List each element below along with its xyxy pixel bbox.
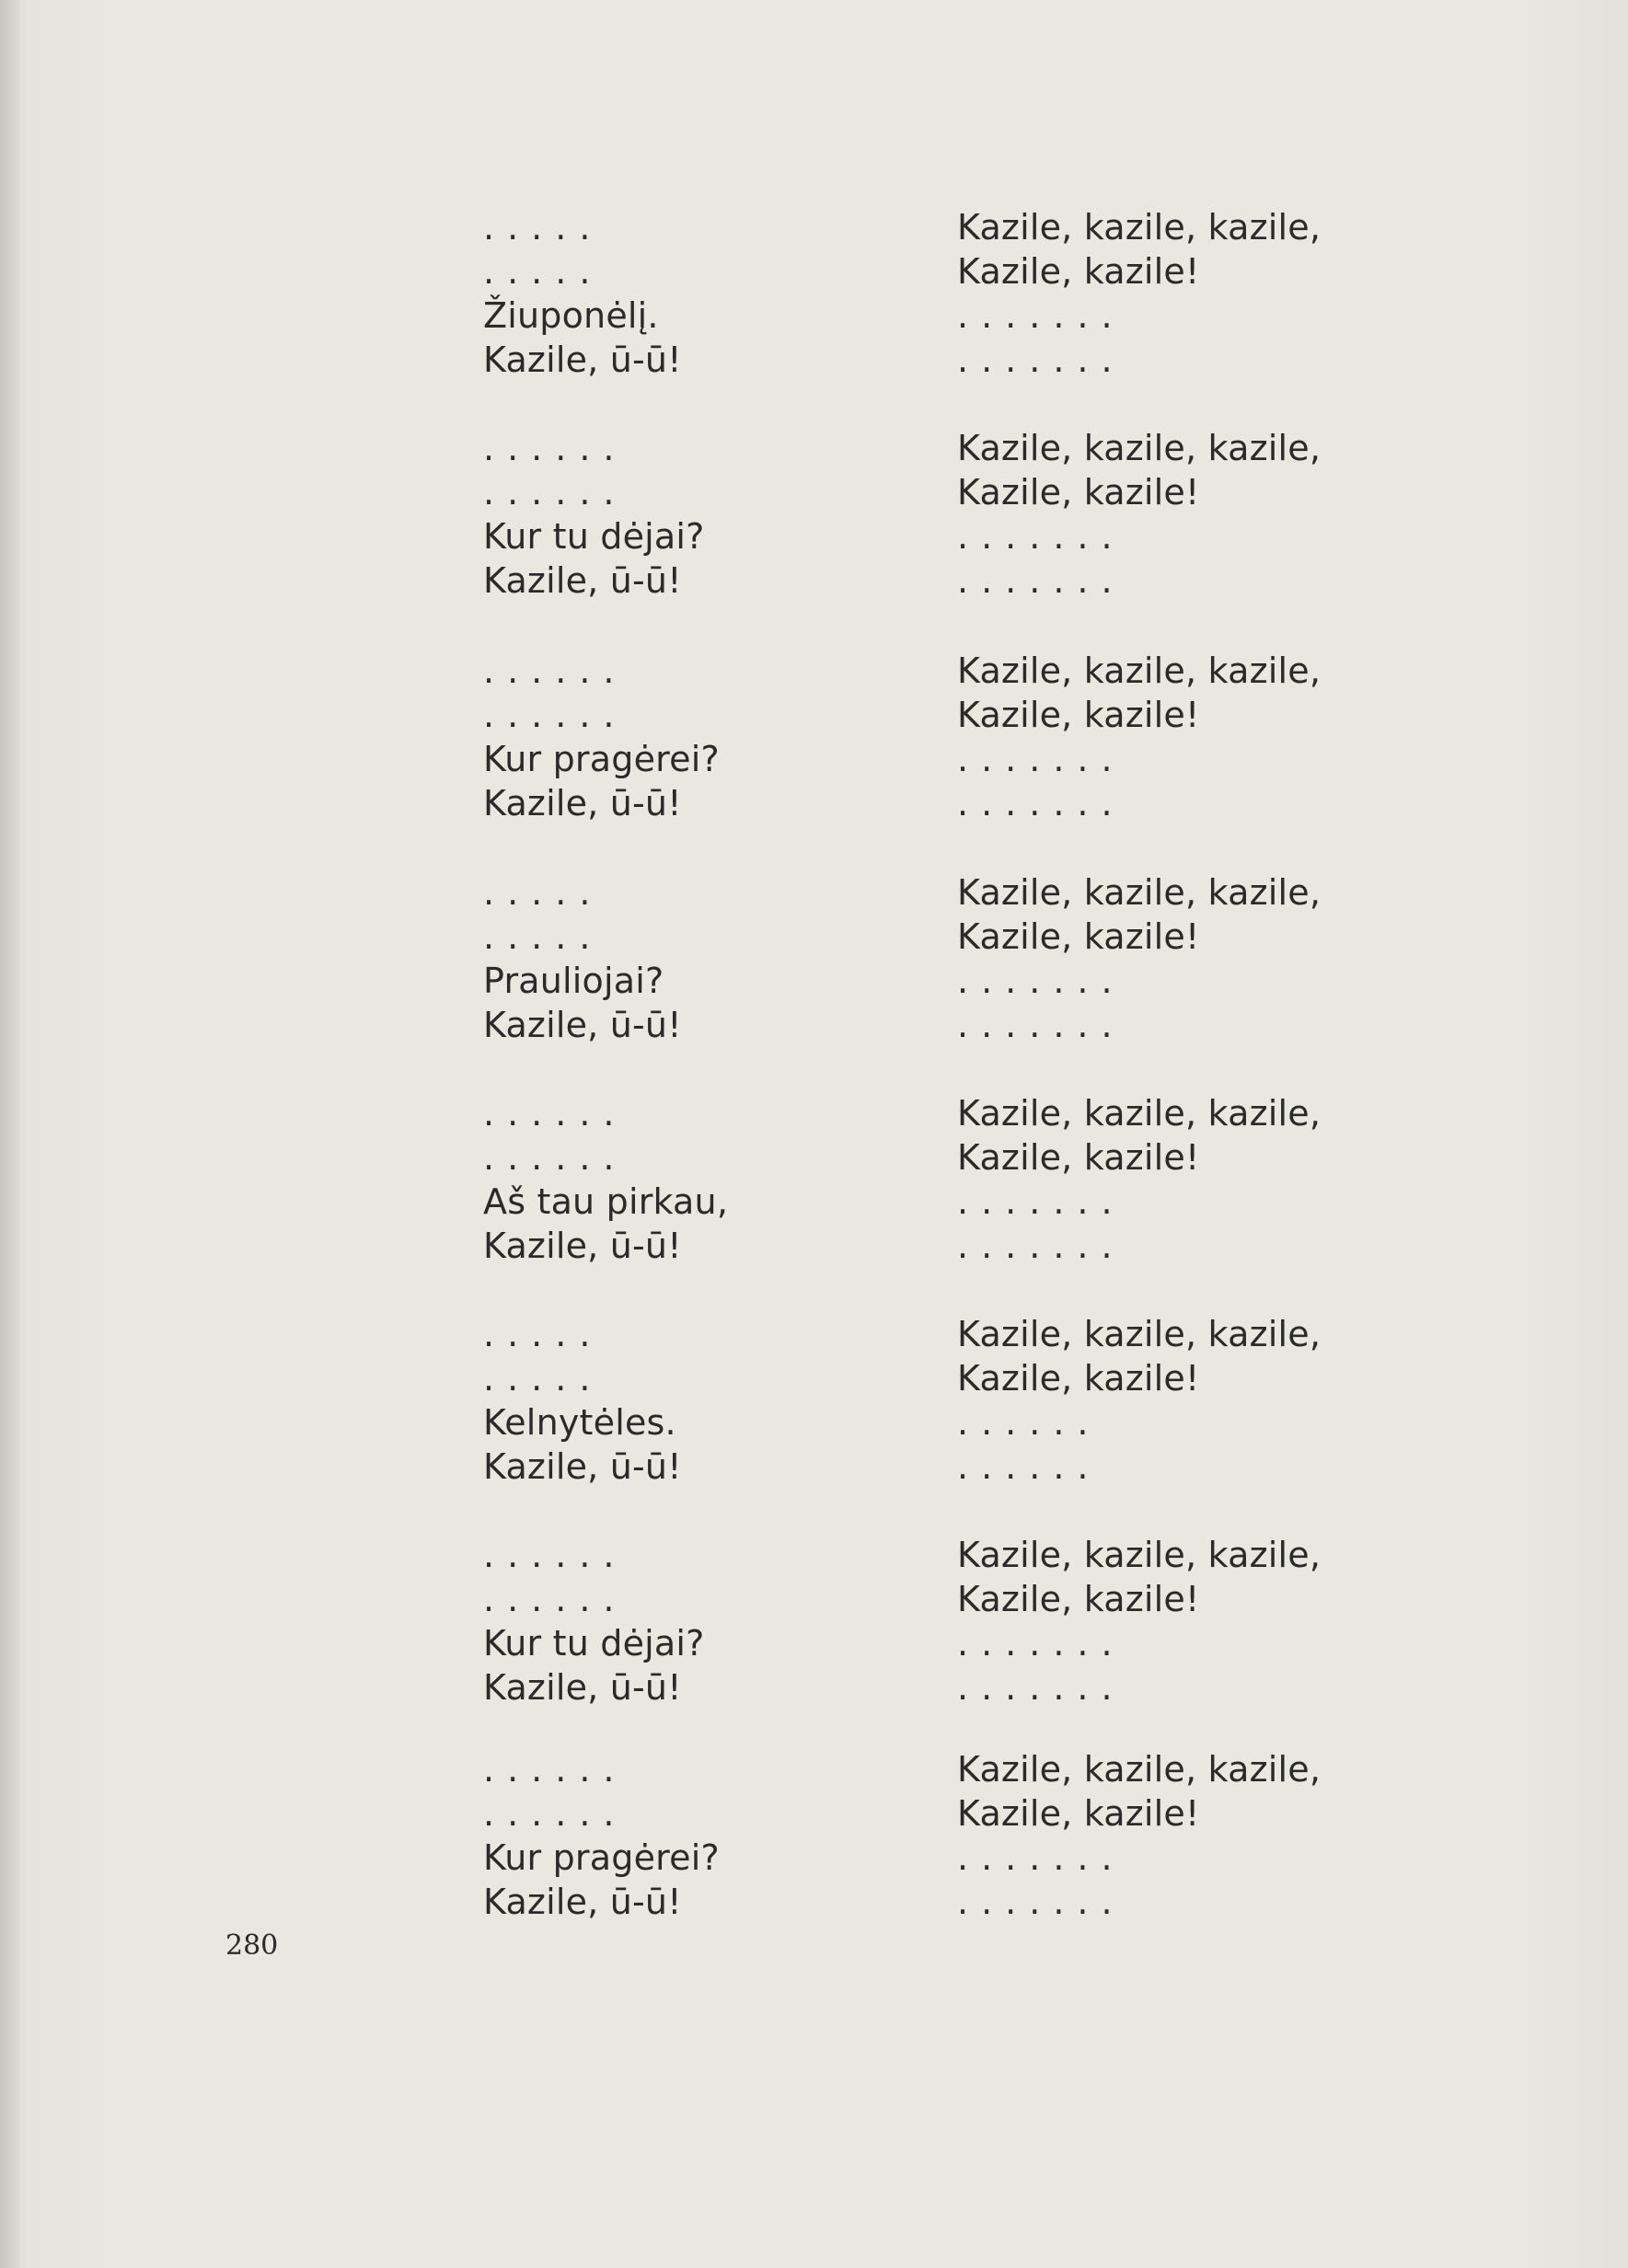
stanza-6-left-line-2: ..... (483, 1358, 604, 1399)
stanza-2-right-line-4: ....... (957, 560, 1126, 601)
stanza-3-left-line-2: ...... (483, 695, 628, 735)
stanza-1-left-line-2: ..... (483, 251, 604, 292)
stanza-6-left-line-4: Kazile, ū-ū! (483, 1446, 682, 1487)
stanza-3-right-line-1: Kazile, kazile, kazile, (957, 650, 1322, 691)
stanza-5-right-line-1: Kazile, kazile, kazile, (957, 1093, 1322, 1134)
stanza-7-right-line-2: Kazile, kazile! (957, 1579, 1200, 1619)
stanza-1-left-line-1: ..... (483, 207, 604, 248)
stanza-8-right-line-4: ....... (957, 1882, 1126, 1922)
stanza-2-left-line-2: ...... (483, 472, 628, 512)
stanza-5-right-line-4: ....... (957, 1226, 1126, 1266)
stanza-8-left-line-3: Kur pragėrei? (483, 1837, 720, 1878)
stanza-1-right-line-3: ....... (957, 295, 1126, 336)
stanza-5-left-line-3: Aš tau pirkau, (483, 1181, 729, 1222)
stanza-1-right-line-1: Kazile, kazile, kazile, (957, 207, 1322, 248)
stanza-1 (0, 204, 1628, 388)
stanza-2-right-line-3: ....... (957, 516, 1126, 557)
stanza-1-left-line-4: Kazile, ū-ū! (483, 340, 682, 380)
stanza-4-right-line-3: ....... (957, 961, 1126, 1001)
stanza-7-right-line-1: Kazile, kazile, kazile, (957, 1535, 1322, 1575)
stanza-7-right-line-3: ....... (957, 1623, 1126, 1664)
stanza-4-right-line-4: ....... (957, 1005, 1126, 1045)
stanza-3-left-line-4: Kazile, ū-ū! (483, 783, 682, 823)
stanza-6-right-line-1: Kazile, kazile, kazile, (957, 1314, 1322, 1354)
stanza-6-right-line-3: ...... (957, 1402, 1102, 1443)
stanza-4-left-line-4: Kazile, ū-ū! (483, 1005, 682, 1045)
stanza-8 (0, 1746, 1628, 1930)
stanza-7-right-line-4: ....... (957, 1667, 1126, 1708)
stanza-8-right-line-3: ....... (957, 1837, 1126, 1878)
stanza-7-left-line-1: ...... (483, 1535, 628, 1575)
stanza-4-left-line-1: ..... (483, 872, 604, 913)
stanza-3-left-line-1: ...... (483, 650, 628, 691)
stanza-8-left-line-4: Kazile, ū-ū! (483, 1882, 682, 1922)
stanza-6-right-line-4: ...... (957, 1446, 1102, 1487)
stanza-2 (0, 425, 1628, 609)
stanza-8-left-line-2: ...... (483, 1793, 628, 1834)
stanza-6-left-line-1: ..... (483, 1314, 604, 1354)
stanza-7-left-line-2: ...... (483, 1579, 628, 1619)
stanza-7-left-line-4: Kazile, ū-ū! (483, 1667, 682, 1708)
stanza-2-right-line-2: Kazile, kazile! (957, 472, 1200, 512)
stanza-4-left-line-2: ..... (483, 916, 604, 957)
stanza-5-right-line-2: Kazile, kazile! (957, 1137, 1200, 1178)
stanza-3-left-line-3: Kur pragėrei? (483, 739, 720, 779)
stanza-5-right-line-3: ....... (957, 1181, 1126, 1222)
stanza-2-left-line-1: ...... (483, 428, 628, 468)
page-number: 280 (225, 1929, 279, 1962)
stanza-5 (0, 1090, 1628, 1274)
stanza-7-left-line-3: Kur tu dėjai? (483, 1623, 705, 1664)
stanza-8-right-line-1: Kazile, kazile, kazile, (957, 1749, 1322, 1790)
stanza-4-right-line-2: Kazile, kazile! (957, 916, 1200, 957)
stanza-2-right-line-1: Kazile, kazile, kazile, (957, 428, 1322, 468)
stanza-2-left-line-3: Kur tu dėjai? (483, 516, 705, 557)
stanza-4-left-line-3: Prauliojai? (483, 961, 664, 1001)
stanza-5-left-line-4: Kazile, ū-ū! (483, 1226, 682, 1266)
stanza-7 (0, 1532, 1628, 1716)
stanza-5-left-line-2: ...... (483, 1137, 628, 1178)
stanza-8-left-line-1: ...... (483, 1749, 628, 1790)
stanza-6-right-line-2: Kazile, kazile! (957, 1358, 1200, 1399)
stanza-1-right-line-2: Kazile, kazile! (957, 251, 1200, 292)
stanza-8-right-line-2: Kazile, kazile! (957, 1793, 1200, 1834)
stanza-1-left-line-3: Žiuponėlį. (483, 295, 659, 336)
stanza-5-left-line-1: ...... (483, 1093, 628, 1134)
stanza-4 (0, 869, 1628, 1053)
stanza-3-right-line-4: ....... (957, 783, 1126, 823)
stanza-3-right-line-3: ....... (957, 739, 1126, 779)
stanza-3 (0, 648, 1628, 832)
stanza-3-right-line-2: Kazile, kazile! (957, 695, 1200, 735)
stanza-6 (0, 1311, 1628, 1495)
stanza-1-right-line-4: ....... (957, 340, 1126, 380)
stanza-2-left-line-4: Kazile, ū-ū! (483, 560, 682, 601)
stanza-4-right-line-1: Kazile, kazile, kazile, (957, 872, 1322, 913)
stanza-6-left-line-3: Kelnytėles. (483, 1402, 676, 1443)
